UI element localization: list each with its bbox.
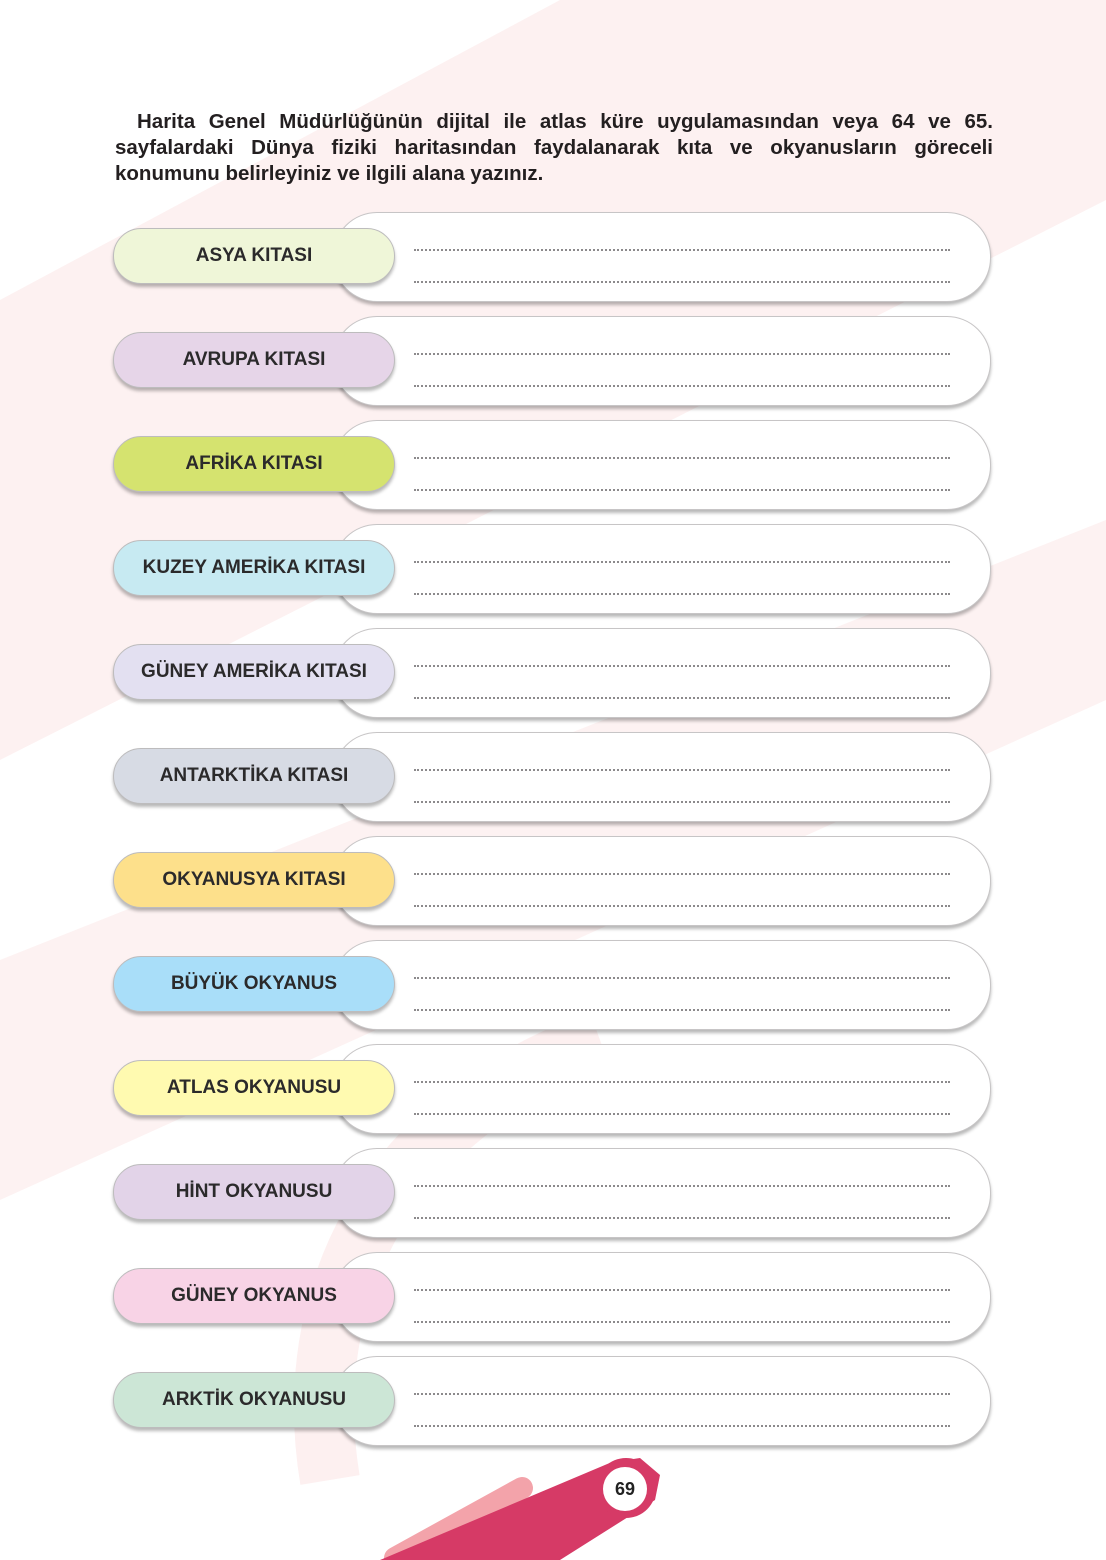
- answer-field[interactable]: [333, 1252, 991, 1342]
- dotted-write-line: [414, 561, 950, 563]
- answer-row: [0, 316, 1106, 410]
- region-label: ARKTİK OKYANUSU: [113, 1372, 395, 1428]
- dotted-write-line: [414, 1321, 950, 1323]
- region-label: GÜNEY AMERİKA KITASI: [113, 644, 395, 700]
- answer-field[interactable]: [333, 1148, 991, 1238]
- answer-row: [0, 1044, 1106, 1138]
- answer-row: [0, 420, 1106, 514]
- region-label: BÜYÜK OKYANUS: [113, 956, 395, 1012]
- page-footer-decoration: [0, 1440, 1106, 1560]
- dotted-write-line: [414, 801, 950, 803]
- dotted-write-line: [414, 1113, 950, 1115]
- dotted-write-line: [414, 665, 950, 667]
- answer-row: [0, 1148, 1106, 1242]
- region-label: AFRİKA KITASI: [113, 436, 395, 492]
- answer-field[interactable]: [333, 420, 991, 510]
- answer-field[interactable]: [333, 1044, 991, 1134]
- answer-field[interactable]: [333, 836, 991, 926]
- dotted-write-line: [414, 1393, 950, 1395]
- answer-row: [0, 212, 1106, 306]
- region-label: GÜNEY OKYANUS: [113, 1268, 395, 1324]
- dotted-write-line: [414, 353, 950, 355]
- dotted-write-line: [414, 1081, 950, 1083]
- dotted-write-line: [414, 1009, 950, 1011]
- dotted-write-line: [414, 281, 950, 283]
- region-label: HİNT OKYANUSU: [113, 1164, 395, 1220]
- region-label: ASYA KITASI: [113, 228, 395, 284]
- answer-row: [0, 732, 1106, 826]
- answer-field[interactable]: [333, 628, 991, 718]
- dotted-write-line: [414, 1289, 950, 1291]
- answer-row: [0, 940, 1106, 1034]
- region-label: KUZEY AMERİKA KITASI: [113, 540, 395, 596]
- answer-field[interactable]: [333, 212, 991, 302]
- answer-row: [0, 628, 1106, 722]
- region-label: AVRUPA KITASI: [113, 332, 395, 388]
- answer-field[interactable]: [333, 316, 991, 406]
- dotted-write-line: [414, 873, 950, 875]
- dotted-write-line: [414, 457, 950, 459]
- dotted-write-line: [414, 769, 950, 771]
- answer-row: [0, 1356, 1106, 1450]
- answer-field[interactable]: [333, 524, 991, 614]
- region-label: ATLAS OKYANUSU: [113, 1060, 395, 1116]
- answer-row: [0, 1252, 1106, 1346]
- dotted-write-line: [414, 249, 950, 251]
- dotted-write-line: [414, 1425, 950, 1427]
- region-label: OKYANUSYA KITASI: [113, 852, 395, 908]
- dotted-write-line: [414, 593, 950, 595]
- answer-field[interactable]: [333, 732, 991, 822]
- region-label: ANTARKTİKA KITASI: [113, 748, 395, 804]
- dotted-write-line: [414, 1217, 950, 1219]
- dotted-write-line: [414, 385, 950, 387]
- dotted-write-line: [414, 489, 950, 491]
- dotted-write-line: [414, 697, 950, 699]
- dotted-write-line: [414, 977, 950, 979]
- answer-field[interactable]: [333, 940, 991, 1030]
- answer-row: [0, 836, 1106, 930]
- dotted-write-line: [414, 905, 950, 907]
- answer-field[interactable]: [333, 1356, 991, 1446]
- page-number: 69: [603, 1467, 647, 1511]
- answer-row: [0, 524, 1106, 618]
- instructions-text: Harita Genel Müdürlüğünün dijital ile atlas küre uygulamasından veya 64 ve 65. sayfalardaki Dünya fiziki haritasından faydalanarak kıta ve okyanusların göreceli konumunu belirleyiniz ve ilgili alana yazınız.: [115, 110, 993, 185]
- dotted-write-line: [414, 1185, 950, 1187]
